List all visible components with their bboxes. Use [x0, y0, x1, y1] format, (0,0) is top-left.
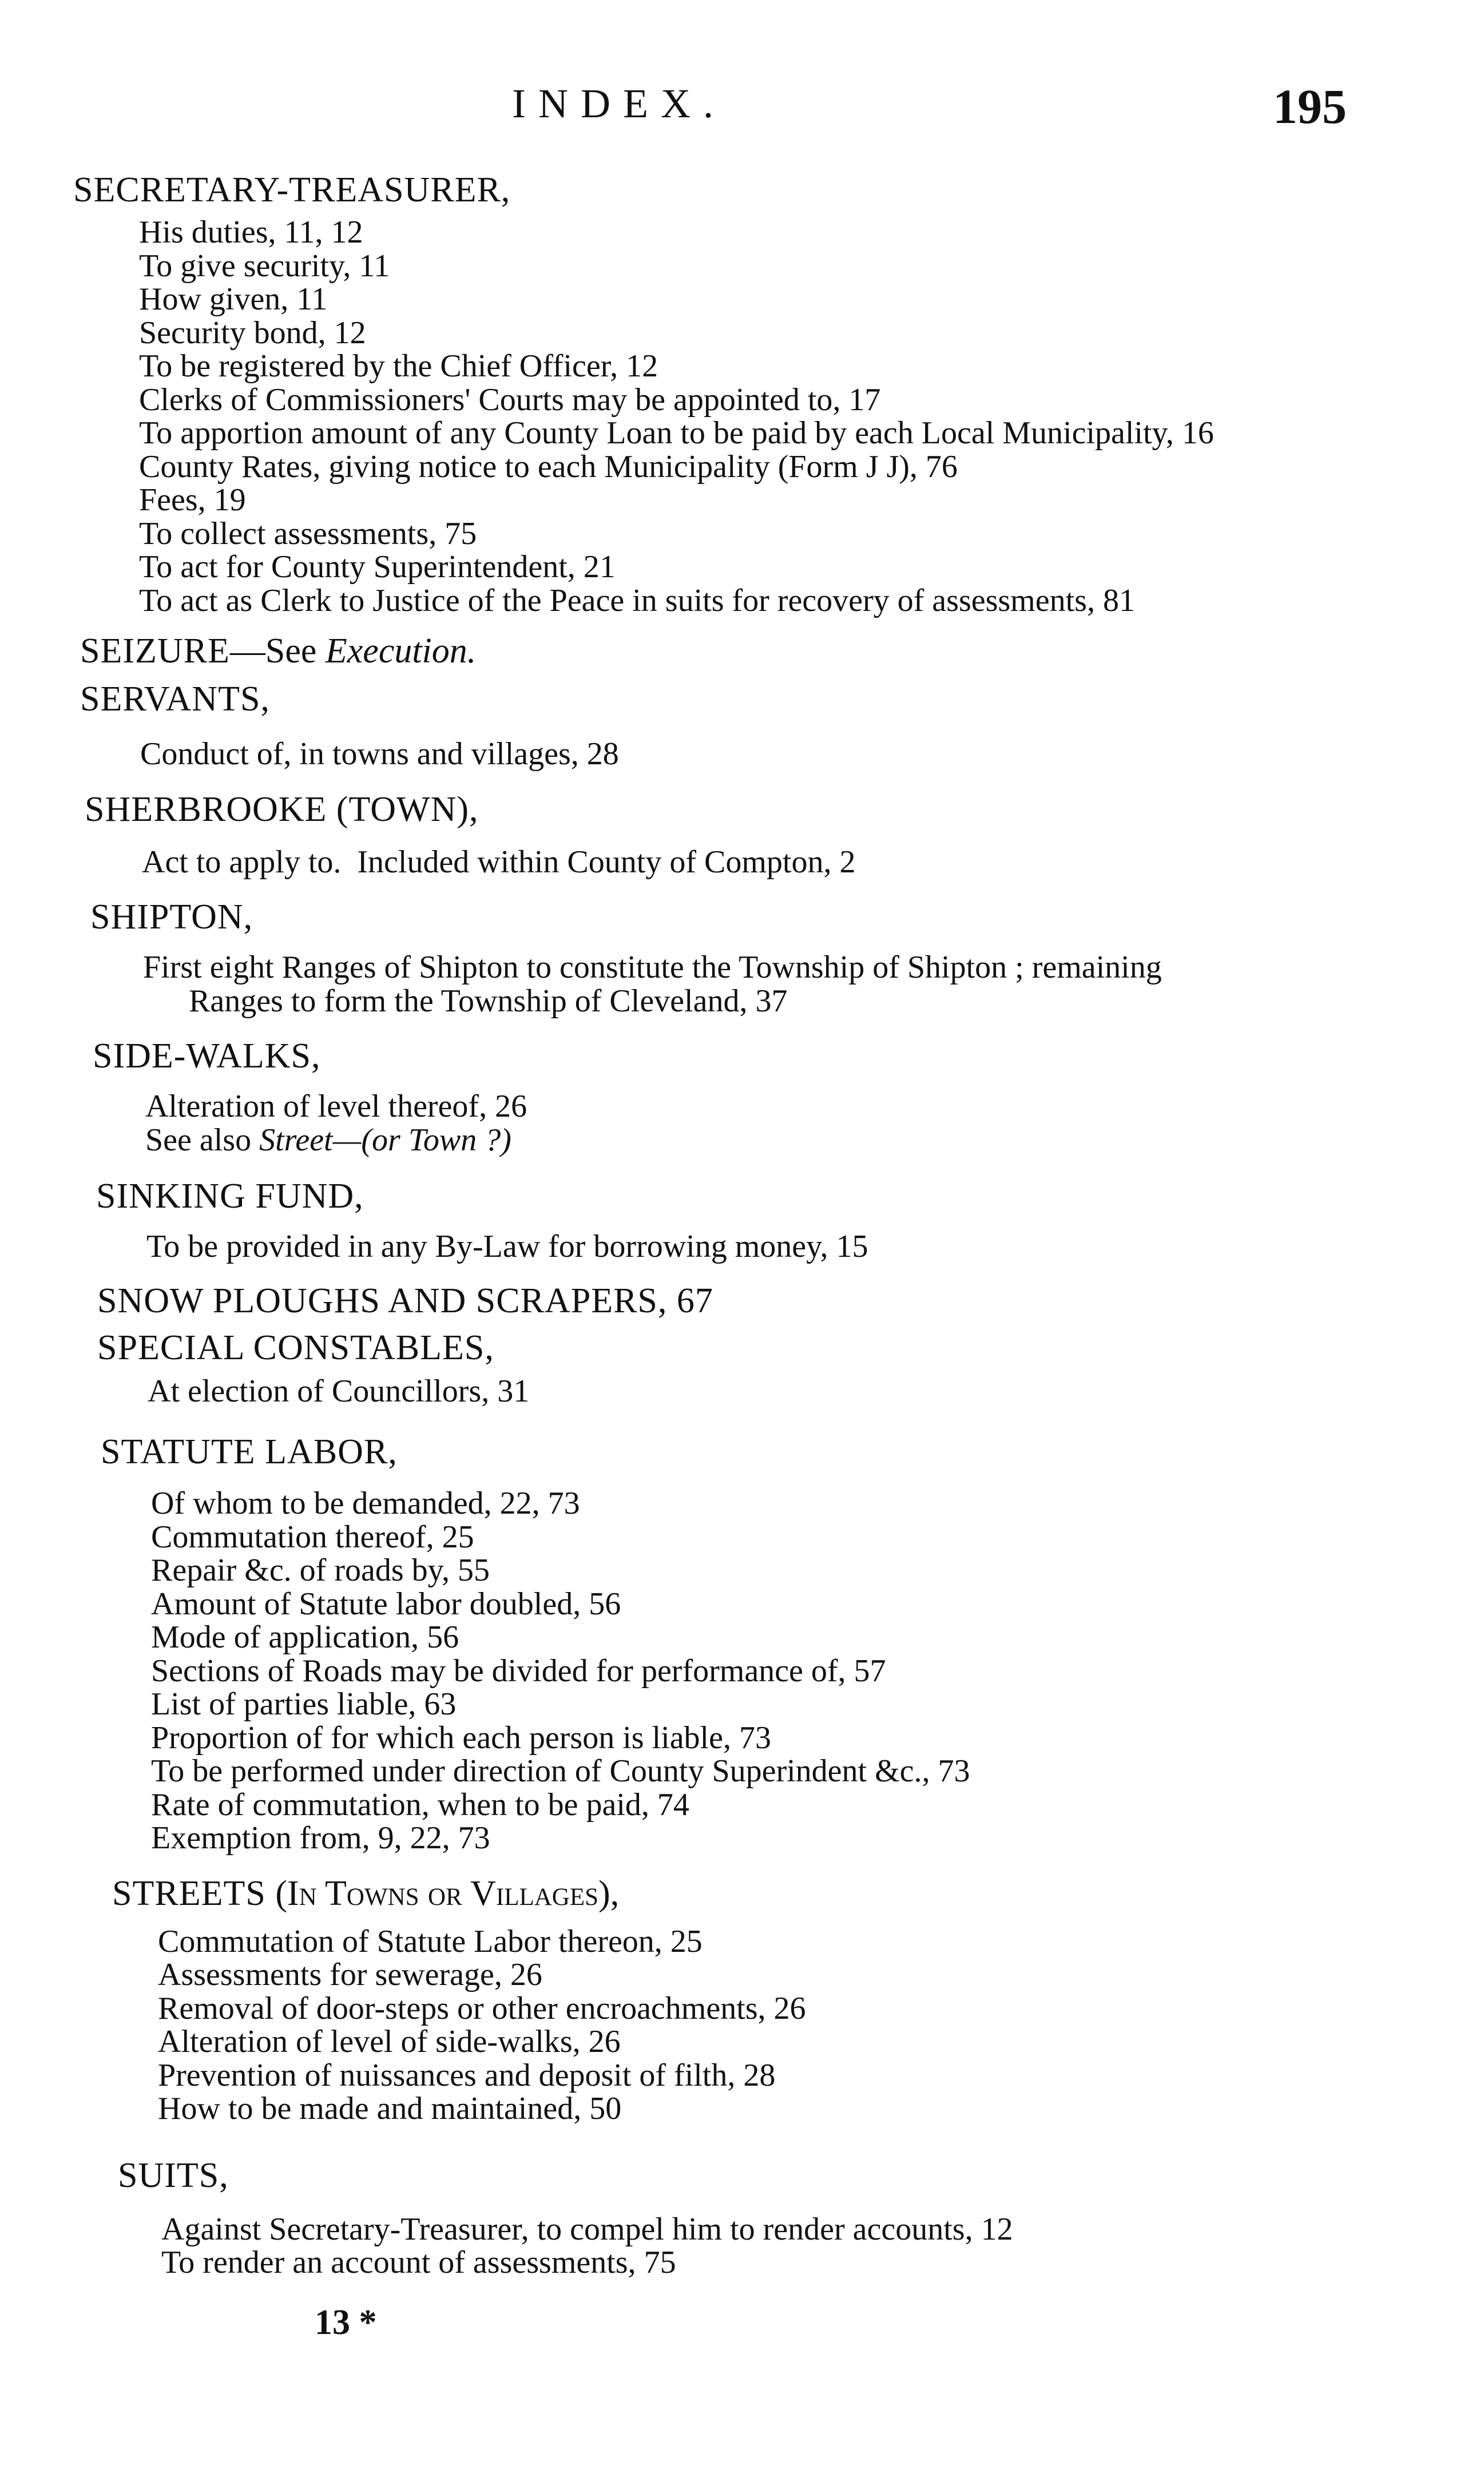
- see-also-prefix: See also: [145, 1122, 260, 1158]
- sub-entry: To be performed under direction of County Superindent &c., 73: [151, 1753, 970, 1789]
- heading-qualifier: (In Towns or Villages),: [275, 1873, 620, 1913]
- sub-entry: To be registered by the Chief Officer, 12: [139, 348, 658, 384]
- sub-entry: His duties, 11, 12: [139, 215, 363, 250]
- sub-entry: Security bond, 12: [139, 315, 366, 351]
- index-entry-statute-labor: [101, 1431, 1484, 1855]
- sub-entry: To be provided in any By-Law for borrowing money, 15: [146, 1229, 868, 1264]
- signature-mark: 13 *: [315, 2303, 377, 2342]
- sub-entry: To act for County Superintendent, 21: [139, 549, 616, 585]
- sub-entry: Mode of application, 56: [151, 1619, 459, 1655]
- entry-heading: SHIPTON,: [90, 898, 253, 936]
- see-also-reference: Street—(or Town ?): [259, 1122, 511, 1158]
- sub-entry: Clerks of Commissioners' Courts may be appointed to, 17: [139, 382, 881, 418]
- entry-heading: SECRETARY-TREASURER,: [73, 170, 511, 209]
- entry-heading: SERVANTS,: [80, 680, 270, 719]
- index-entry-sherbrooke: [85, 788, 1484, 879]
- sub-entry: Alteration of level of side-walks, 26: [158, 2024, 621, 2059]
- sub-entry: Prevention of nuissances and deposit of filth, 28: [158, 2057, 776, 2093]
- sub-entry: Proportion of for which each person is liable, 73: [151, 1720, 771, 1756]
- index-entry-streets: [112, 1872, 1484, 2126]
- sub-entry: To apportion amount of any County Loan to be paid by each Local Municipality, 16: [139, 415, 1214, 451]
- sub-entry: First eight Ranges of Shipton to constitute the Township of Shipton ; remaining Ranges to form the Township of Cleveland, 37: [143, 950, 1162, 1019]
- sub-entry: List of parties liable, 63: [151, 1686, 457, 1722]
- sub-entry: County Rates, giving notice to each Municipality (Form J J), 76: [139, 448, 958, 485]
- index-entry-servants: [80, 678, 1484, 771]
- index-entries: [0, 169, 1484, 2280]
- entry-heading: SINKING FUND,: [96, 1177, 364, 1216]
- sub-entry: Repair &c. of roads by, 55: [151, 1553, 490, 1588]
- index-entry-special-constables: [97, 1327, 1484, 1408]
- sub-entry: Conduct of, in towns and villages, 28: [140, 736, 619, 772]
- sub-entry: Act to apply to. Included within County of Compton, 2: [142, 844, 856, 880]
- sub-entry: Exemption from, 9, 22, 73: [151, 1820, 490, 1856]
- heading-text: STREETS: [112, 1873, 266, 1913]
- sub-entry: To act as Clerk to Justice of the Peace in suits for recovery of assessments, 81: [139, 582, 1135, 618]
- index-entry-shipton: [90, 896, 1484, 1018]
- sub-entry: [145, 1124, 1484, 1157]
- entry-heading: STATUTE LABOR,: [101, 1432, 398, 1471]
- page-title: INDEX.: [512, 81, 726, 126]
- heading-text: SEIZURE: [80, 632, 230, 670]
- sub-entry: Sections of Roads may be divided for performance of, 57: [151, 1653, 886, 1689]
- sub-entry: Against Secretary-Treasurer, to compel him to render accounts, 12: [161, 2211, 1013, 2247]
- sub-entry: Commutation thereof, 25: [151, 1519, 474, 1555]
- sub-entry: How given, 11: [139, 281, 328, 317]
- sub-entry: Fees, 19: [139, 482, 246, 518]
- entry-heading: SUITS,: [118, 2156, 229, 2195]
- page-header: [0, 80, 1484, 149]
- see-reference: Execution.: [325, 632, 477, 670]
- sub-entry: Alteration of level thereof, 26: [145, 1089, 527, 1124]
- index-entry-sinking-fund: [96, 1175, 1484, 1264]
- entry-heading: SNOW PLOUGHS AND SCRAPERS, 67: [97, 1281, 713, 1320]
- index-entry-suits: [118, 2154, 1484, 2280]
- index-entry-side-walks: [93, 1035, 1484, 1157]
- sub-entry: Rate of commutation, when to be paid, 74: [151, 1787, 689, 1823]
- sub-entry: To give security, 11: [139, 248, 390, 284]
- sub-entry: Assessments for sewerage, 26: [158, 1957, 542, 1992]
- sub-entry: At election of Councillors, 31: [148, 1373, 530, 1409]
- index-entry-seizure: [80, 630, 1484, 672]
- entry-heading: SIDE-WALKS,: [93, 1037, 321, 1075]
- page-number: 195: [1273, 79, 1347, 134]
- sub-entry: To render an account of assessments, 75: [161, 2245, 676, 2280]
- sub-entry: Removal of door-steps or other encroachments, 26: [158, 1990, 806, 2026]
- sub-entry: How to be made and maintained, 50: [158, 2091, 622, 2126]
- entry-heading: SHERBROOKE (TOWN),: [85, 789, 479, 829]
- entry-heading: SPECIAL CONSTABLES,: [97, 1328, 494, 1367]
- see-prefix: —See: [229, 632, 326, 670]
- index-entry-snow-ploughs: [97, 1280, 1484, 1322]
- sub-entry: Commutation of Statute Labor thereon, 25: [158, 1923, 703, 1959]
- entry-heading: [80, 630, 1484, 672]
- index-entry-secretary-treasurer: [73, 169, 1484, 617]
- sub-entry: To collect assessments, 75: [139, 515, 477, 551]
- entry-heading: [112, 1872, 1484, 1915]
- sub-entry: Amount of Statute labor doubled, 56: [151, 1586, 621, 1622]
- sub-entry: Of whom to be demanded, 22, 73: [151, 1486, 580, 1521]
